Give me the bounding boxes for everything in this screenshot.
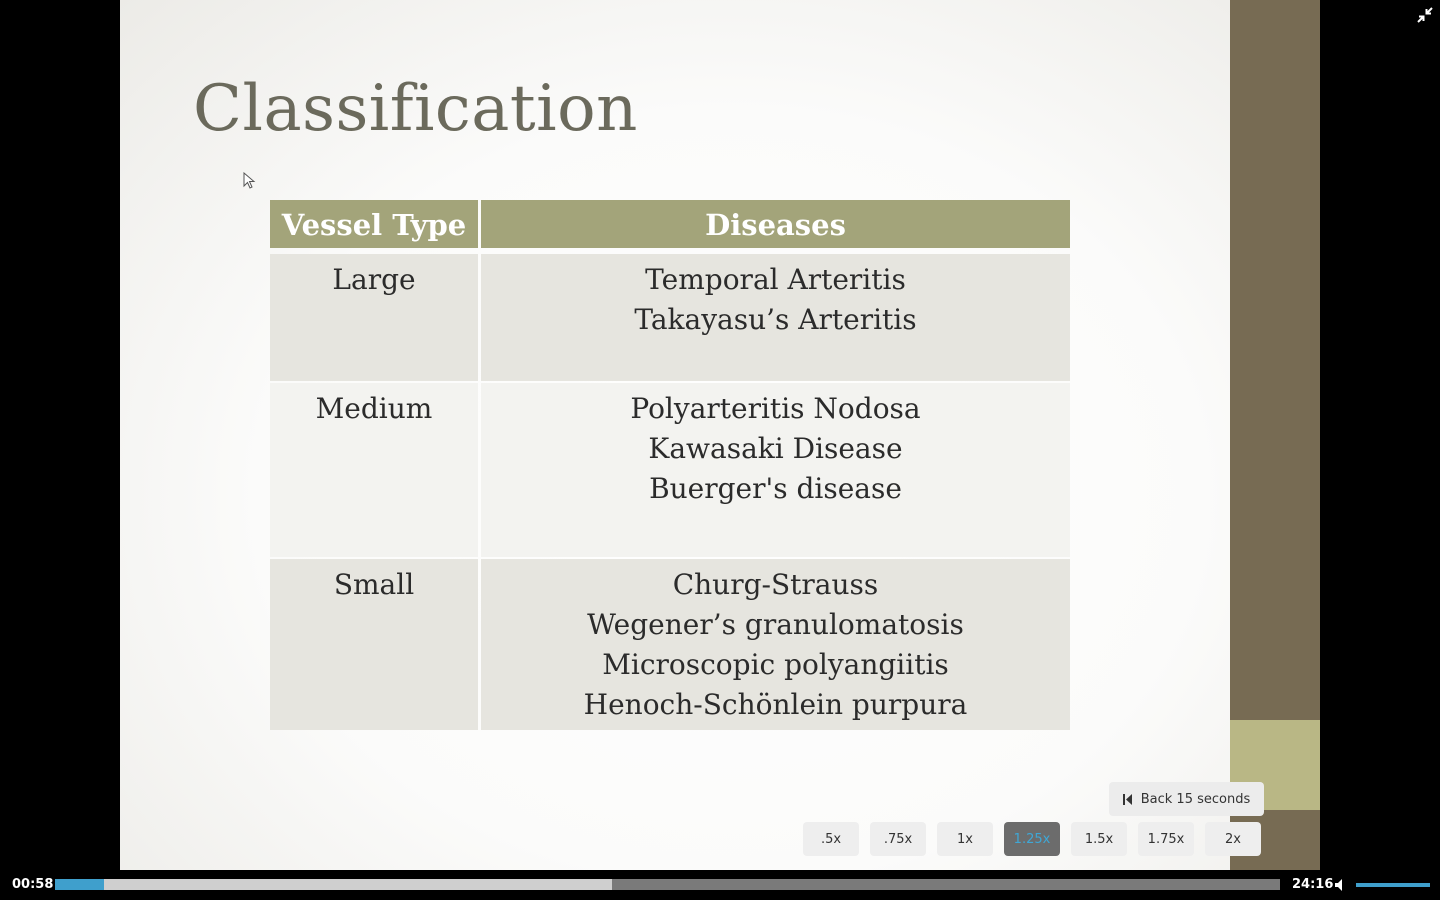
slide-title: Classification [193,72,638,146]
disease-item: Microscopic polyangiitis [602,648,949,681]
table-row [270,383,1070,557]
disease-item: Polyarteritis Nodosa [630,392,921,425]
disease-item: Takayasu’s Arteritis [634,303,917,336]
back-15-label: Back 15 seconds [1140,791,1251,807]
slide-side-band [1230,0,1320,900]
disease-item: Buerger's disease [649,472,902,505]
seek-bar[interactable] [55,879,1280,890]
diseases-cell [481,383,1070,557]
table-header-row [270,200,1070,248]
vessel-type-cell: Small [270,559,478,730]
player-control-bar [0,870,1440,900]
vessel-type-cell: Medium [270,383,478,557]
volume-icon[interactable] [1334,878,1348,892]
classification-table [270,200,1070,732]
table-row [270,254,1070,381]
speed-0.75x-button[interactable]: .75x [870,822,926,856]
disease-item: Kawasaki Disease [648,432,903,465]
table-row [270,559,1070,730]
disease-item: Temporal Arteritis [645,263,906,296]
speed-1x-button[interactable]: 1x [937,822,993,856]
mouse-cursor-icon [243,172,257,190]
volume-slider[interactable] [1356,883,1430,887]
diseases-cell [481,559,1070,730]
vessel-type-cell: Large [270,254,478,381]
disease-item: Wegener’s granulomatosis [587,608,964,641]
speed-1.5x-button[interactable]: 1.5x [1071,822,1127,856]
speed-0.5x-button[interactable]: .5x [803,822,859,856]
played-progress [55,879,104,890]
diseases-cell [481,254,1070,381]
current-time: 00:58 [12,877,54,892]
playback-speed-group [803,822,1261,856]
speed-1.75x-button[interactable]: 1.75x [1138,822,1194,856]
exit-fullscreen-icon[interactable] [1416,6,1434,24]
duration: 24:16 [1292,877,1334,892]
header-vessel-type: Vessel Type [270,200,478,248]
speed-2x-button[interactable]: 2x [1205,822,1261,856]
buffered-progress [55,879,612,890]
back-15-seconds-button[interactable] [1109,782,1264,816]
slide [120,0,1230,900]
disease-item: Henoch-Schönlein purpura [583,688,968,721]
speed-1.25x-button[interactable]: 1.25x [1004,822,1060,856]
disease-item: Churg-Strauss [672,568,879,601]
skip-back-icon [1123,794,1133,805]
header-diseases: Diseases [481,200,1070,248]
